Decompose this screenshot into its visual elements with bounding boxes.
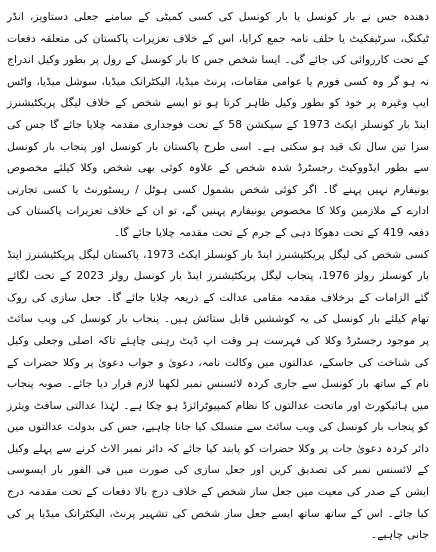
- article-body: [7, 6, 429, 546]
- paragraph-1: دھندہ جس نے بار کونسل یا بار کونسل کی کسی کمیٹی کے سامنے جعلی دستاویز، انڈر ٹیکنگ، سرٹیفکیٹ یا حلف نامہ جمع کرایا، اس کے خلاف تعزیرات پاکستان کی متعلقہ دفعات کے تحت کارروائی کی جائے گی۔ ایسا شخص جس کا بار کونسل کے رول پر بطور وکیل اندراج نہ ہو گر وہ کسی فورم یا عوامی مقامات، پرنٹ میڈیا، الیکٹرانک میڈیا، سوشل میڈیا، واٹس ایپ وغیرہ پر خود کو بطور وکیل ظاہر کرتا ہو تو ایسے شخص کے خلاف لیگل پریکٹیشنرز اینڈ بار کونسلز ایکٹ 1973 کے سیکشن 58 کے تحت فوجداری مقدمہ چلایا جائے گا جس کی سزا تین سال تک قید ہو سکتی ہے۔ اسی طرح پاکستان بار کونسل اور پنجاب بار کونسل سے بطور ایڈووکیٹ رجسٹرڈ شدہ شخص کے علاوہ کوئی بھی شخص وکلا کیلئے مخصوص یونیفارم نہیں پہنے گا۔ اگر کوئی شخص بشمول کسی ہوٹل / ریسٹورنٹ یا کسی تجارتی ادارے کے ملازمین وکلا کا مخصوص یونیفارم پہنیں گے، تو ان کے خلاف تعزیرات پاکستان کی دفعہ 419 کے تحت دھوکا دہی کے جرم کے تحت مقدمہ چلایا جائے گا۔: [7, 10, 430, 239]
- paragraph-2: کسی شخص کی لیگل پریکٹیشنرز اینڈ بار کونسلز ایکٹ 1973، پاکستان لیگل پریکٹیشنرز اینڈ بار کونسلز رولز 1976، پنجاب لیگل پریکٹیشنرز اینڈ بار کونسل رولز 2023 کے تحت لگائے گئے الزامات کے برخلاف مقدمہ مقامی عدالت کے ذریعہ چلایا جائے گا۔ جعل سازی کی روک تھام کیلئے بار کونسل کی یہ کوششیں قابل ستائش ہیں۔ پنجاب بار کونسل کی ویب سائٹ پر موجود رجسٹرڈ وکلا کی فہرست ہر وقت اپ ڈیٹ رہنی چاہئے تاکہ اصلی وجعلی وکیل کی شناخت کی جاسکے، عدالتوں میں وکالت نامہ، دعویٰ و جواب دعویٰ پر وکلا حضرات کے نام کے ساتھ بار کونسل سے جاری کردہ لائسنس نمبر لکھنا لازم قرار دیا جائے۔ صوبہ پنجاب میں ہائیکورٹ اور ماتحت عدالتوں کا نظام کمپیوٹرائزڈ ہو چکا ہے۔ لہٰذا عدالتی سافٹ ویئرز کو پنجاب بار کونسل کی ویب سائٹ سے منسلک کیا جانا چاہیے، جس کی بدولت عدالتوں میں دائر کردہ دعویٰ جات پر وکلا حضرات کو پابند کیا جائے کہ دائر نمبر الاٹ کرنے سے پہلے وکیل کے لائسنس نمبر کی تصدیق کریں اور جعل سازی کی صورت میں فی الفور بار ایسوسی ایشن کے صدر کی معیت میں جعل ساز شخص کے خلاف درج بالا دفعات کے تحت مقدمہ درج کیا جائے۔ اس کے ساتھ ساتھ ایسے جعل ساز شخص کی تشہیر پرنٹ، الیکٹرانک میڈیا پر کی جانی چاہیے۔: [7, 247, 430, 542]
